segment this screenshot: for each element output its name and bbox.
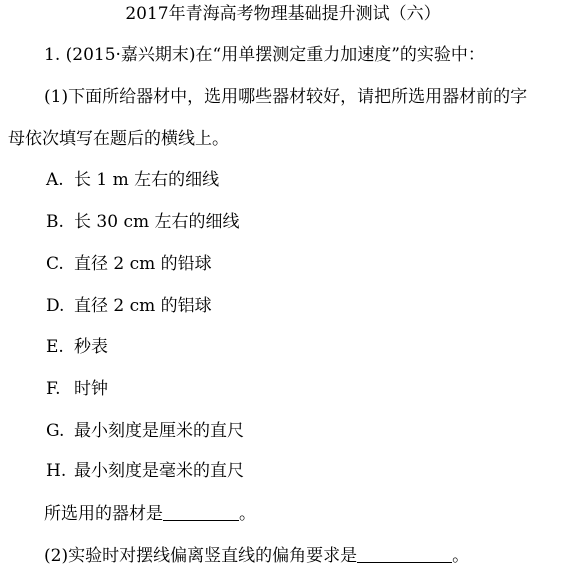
- option-text: 直径 2 cm 的铝球: [74, 296, 212, 316]
- option-letter: F.: [46, 379, 61, 399]
- option-text: 长 30 cm 左右的细线: [74, 212, 240, 232]
- question-1-part-1-line-2: 母依次填写在题后的横线上。: [8, 129, 229, 149]
- answer-blank: [163, 505, 239, 521]
- option-text: 秒表: [74, 337, 108, 357]
- answer-blank: [357, 547, 452, 563]
- page-title: 2017年青海高考物理基础提升测试（六）: [125, 4, 441, 24]
- option-b: [46, 214, 239, 231]
- option-g: [46, 423, 244, 440]
- option-text: 最小刻度是厘米的直尺: [74, 421, 244, 441]
- option-a: [46, 172, 219, 189]
- option-letter: A.: [46, 170, 64, 190]
- part-2-end: 。: [452, 546, 470, 566]
- option-f: [46, 381, 108, 398]
- option-d: [46, 298, 212, 315]
- option-letter: G.: [46, 421, 65, 441]
- answer-prompt: 所选用的器材是: [44, 504, 163, 524]
- answer-end: 。: [239, 504, 256, 524]
- option-h: [46, 463, 244, 480]
- question-1-part-2: [44, 547, 469, 565]
- option-text: 最小刻度是毫米的直尺: [74, 461, 244, 481]
- answer-line-equipment: [44, 505, 256, 523]
- option-letter: H.: [46, 461, 67, 481]
- option-letter: D.: [46, 296, 65, 316]
- part-2-prompt: (2)实验时对摆线偏离竖直线的偏角要求是: [44, 546, 358, 566]
- option-e: [46, 339, 108, 356]
- option-text: 直径 2 cm 的铅球: [74, 254, 212, 274]
- option-text: 长 1 m 左右的细线: [74, 170, 220, 190]
- option-letter: E.: [46, 337, 64, 357]
- question-1-part-1-line-1: (1)下面所给器材中，选用哪些器材较好，请把所选用器材前的字: [44, 87, 528, 107]
- option-letter: B.: [46, 212, 64, 232]
- option-c: [46, 256, 212, 273]
- option-letter: C.: [46, 254, 64, 274]
- question-1-stem: 1. (2015·嘉兴期末)在“用单摆测定重力加速度”的实验中：: [44, 45, 485, 65]
- option-text: 时钟: [74, 379, 108, 399]
